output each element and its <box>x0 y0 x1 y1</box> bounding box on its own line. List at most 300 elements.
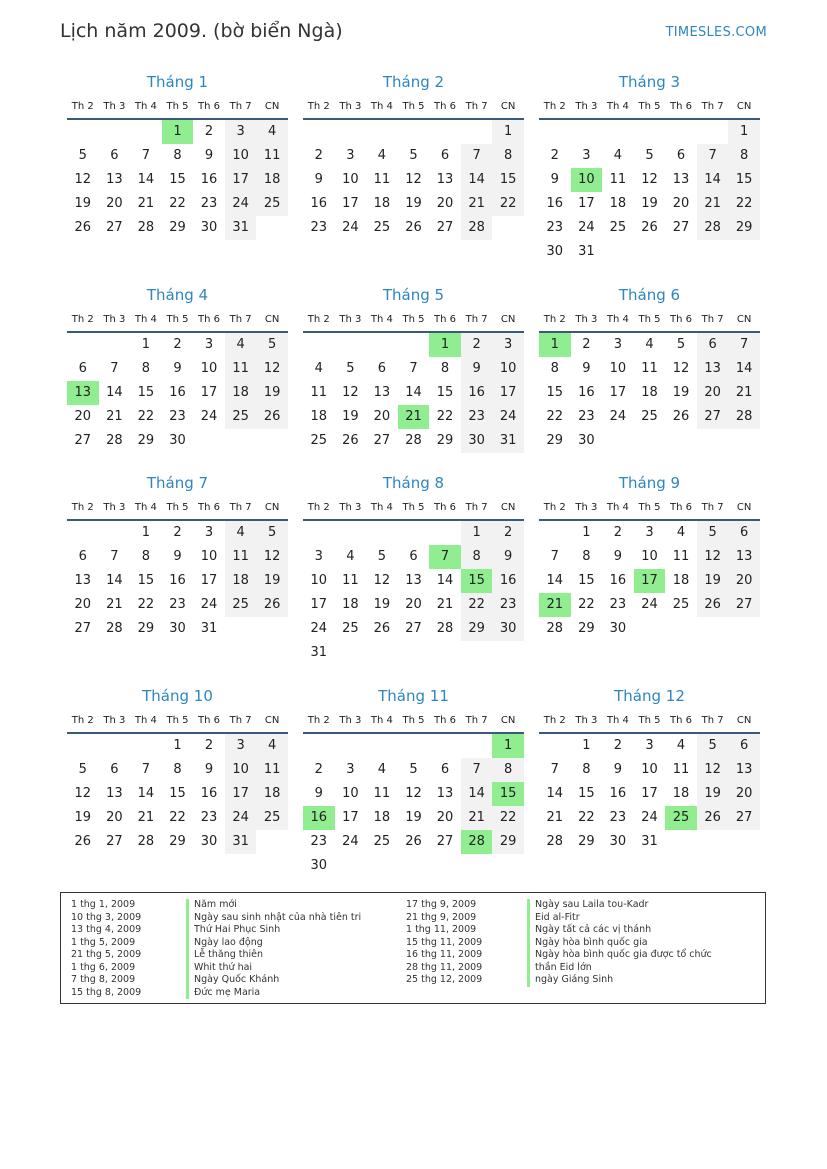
day-cell[interactable]: 3 <box>645 738 654 753</box>
day-cell[interactable]: 4 <box>256 120 288 144</box>
day-cell[interactable]: 8 <box>141 549 151 564</box>
day-cell[interactable]: 5 <box>256 333 288 357</box>
day-cell[interactable]: 19 <box>405 196 422 211</box>
site-logo-link[interactable]: TIMESLES.COM <box>665 25 767 40</box>
day-cell[interactable]: 5 <box>256 521 288 545</box>
day-cell[interactable]: 8 <box>173 148 182 163</box>
day-cell[interactable]: 8 <box>492 144 524 168</box>
day-cell[interactable]: 18 <box>672 573 690 588</box>
day-cell[interactable]: 3 <box>346 762 355 777</box>
day-cell[interactable]: 26 <box>641 220 658 235</box>
day-cell[interactable]: 5 <box>697 521 729 545</box>
day-cell[interactable]: 11 <box>310 385 328 400</box>
day-cell[interactable]: 9 <box>204 762 214 777</box>
day-cell[interactable]: 30 <box>609 621 627 636</box>
holiday-day-cell[interactable]: 17 <box>634 569 666 593</box>
day-cell[interactable]: 2 <box>582 337 591 352</box>
day-cell[interactable]: 11 <box>672 549 690 564</box>
day-cell[interactable]: 27 <box>106 220 123 235</box>
day-cell[interactable]: 31 <box>225 830 257 854</box>
day-cell[interactable]: 27 <box>74 433 92 448</box>
day-cell[interactable]: 1 <box>582 738 591 753</box>
day-cell[interactable]: 9 <box>492 545 524 569</box>
day-cell[interactable]: 7 <box>728 333 760 357</box>
day-cell[interactable]: 3 <box>346 148 355 163</box>
day-cell[interactable]: 1 <box>492 120 524 144</box>
day-cell[interactable]: 23 <box>310 834 328 849</box>
day-cell[interactable]: 22 <box>137 409 155 424</box>
day-cell[interactable]: 21 <box>137 196 155 211</box>
day-cell[interactable]: 24 <box>609 409 627 424</box>
day-cell[interactable]: 28 <box>546 621 564 636</box>
day-cell[interactable]: 3 <box>492 333 524 357</box>
day-cell[interactable]: 25 <box>342 621 359 636</box>
day-cell[interactable]: 28 <box>697 216 729 240</box>
day-cell[interactable]: 23 <box>546 220 564 235</box>
day-cell[interactable]: 5 <box>78 148 87 163</box>
day-cell[interactable]: 23 <box>169 409 186 424</box>
day-cell[interactable]: 15 <box>169 172 186 187</box>
day-cell[interactable]: 21 <box>546 810 564 825</box>
day-cell[interactable]: 30 <box>461 429 493 453</box>
day-cell[interactable]: 25 <box>609 220 627 235</box>
day-cell[interactable]: 5 <box>697 734 729 758</box>
holiday-day-cell[interactable]: 1 <box>162 120 194 144</box>
day-cell[interactable]: 26 <box>256 405 288 429</box>
day-cell[interactable]: 12 <box>697 545 729 569</box>
day-cell[interactable]: 30 <box>200 220 218 235</box>
day-cell[interactable]: 14 <box>546 786 564 801</box>
day-cell[interactable]: 11 <box>609 172 627 187</box>
holiday-day-cell[interactable]: 16 <box>303 806 335 830</box>
day-cell[interactable]: 6 <box>440 148 450 163</box>
day-cell[interactable]: 25 <box>373 834 391 849</box>
day-cell[interactable]: 26 <box>74 220 92 235</box>
day-cell[interactable]: 20 <box>728 569 760 593</box>
holiday-day-cell[interactable]: 21 <box>539 593 571 617</box>
day-cell[interactable]: 10 <box>342 786 359 801</box>
holiday-day-cell[interactable]: 1 <box>539 333 571 357</box>
holiday-day-cell[interactable]: 15 <box>461 569 493 593</box>
day-cell[interactable]: 28 <box>137 834 155 849</box>
day-cell[interactable]: 16 <box>310 196 328 211</box>
day-cell[interactable]: 19 <box>74 810 92 825</box>
day-cell[interactable]: 15 <box>137 573 155 588</box>
day-cell[interactable]: 17 <box>578 196 595 211</box>
day-cell[interactable]: 12 <box>405 786 422 801</box>
day-cell[interactable]: 16 <box>169 573 186 588</box>
day-cell[interactable]: 21 <box>697 192 729 216</box>
day-cell[interactable]: 6 <box>676 148 686 163</box>
day-cell[interactable]: 2 <box>550 148 559 163</box>
day-cell[interactable]: 10 <box>225 758 257 782</box>
day-cell[interactable]: 8 <box>728 144 760 168</box>
day-cell[interactable]: 28 <box>436 621 454 636</box>
day-cell[interactable]: 12 <box>74 172 92 187</box>
day-cell[interactable]: 10 <box>200 361 218 376</box>
day-cell[interactable]: 22 <box>137 597 155 612</box>
holiday-day-cell[interactable]: 7 <box>429 545 461 569</box>
day-cell[interactable]: 22 <box>169 810 186 825</box>
day-cell[interactable]: 24 <box>225 806 257 830</box>
day-cell[interactable]: 24 <box>492 405 524 429</box>
day-cell[interactable]: 29 <box>137 621 155 636</box>
day-cell[interactable]: 21 <box>137 810 155 825</box>
day-cell[interactable]: 6 <box>440 762 450 777</box>
day-cell[interactable]: 1 <box>582 525 591 540</box>
day-cell[interactable]: 26 <box>256 593 288 617</box>
day-cell[interactable]: 9 <box>314 172 323 187</box>
day-cell[interactable]: 5 <box>645 148 654 163</box>
day-cell[interactable]: 14 <box>697 168 729 192</box>
day-cell[interactable]: 21 <box>461 806 493 830</box>
day-cell[interactable]: 6 <box>728 734 760 758</box>
day-cell[interactable]: 6 <box>697 333 729 357</box>
day-cell[interactable]: 4 <box>676 525 686 540</box>
day-cell[interactable]: 7 <box>409 361 418 376</box>
day-cell[interactable]: 18 <box>373 810 391 825</box>
day-cell[interactable]: 14 <box>436 573 454 588</box>
day-cell[interactable]: 16 <box>609 786 627 801</box>
day-cell[interactable]: 15 <box>728 168 760 192</box>
day-cell[interactable]: 22 <box>578 597 595 612</box>
day-cell[interactable]: 4 <box>314 361 323 376</box>
day-cell[interactable]: 17 <box>200 385 218 400</box>
day-cell[interactable]: 15 <box>492 168 524 192</box>
day-cell[interactable]: 17 <box>225 168 257 192</box>
day-cell[interactable]: 3 <box>613 337 623 352</box>
day-cell[interactable]: 2 <box>204 124 214 139</box>
day-cell[interactable]: 16 <box>200 786 218 801</box>
day-cell[interactable]: 13 <box>672 172 690 187</box>
day-cell[interactable]: 23 <box>461 405 493 429</box>
day-cell[interactable]: 30 <box>492 617 524 641</box>
day-cell[interactable]: 18 <box>256 168 288 192</box>
day-cell[interactable]: 3 <box>645 525 654 540</box>
day-cell[interactable]: 5 <box>409 148 418 163</box>
day-cell[interactable]: 7 <box>697 144 729 168</box>
day-cell[interactable]: 9 <box>613 762 623 777</box>
day-cell[interactable]: 6 <box>110 148 119 163</box>
day-cell[interactable]: 13 <box>106 786 123 801</box>
day-cell[interactable]: 1 <box>141 337 151 352</box>
day-cell[interactable]: 17 <box>310 597 328 612</box>
day-cell[interactable]: 21 <box>106 409 123 424</box>
day-cell[interactable]: 12 <box>405 172 422 187</box>
day-cell[interactable]: 19 <box>641 196 658 211</box>
day-cell[interactable]: 14 <box>546 573 564 588</box>
day-cell[interactable]: 4 <box>645 337 654 352</box>
day-cell[interactable]: 30 <box>310 858 328 873</box>
day-cell[interactable]: 14 <box>728 357 760 381</box>
day-cell[interactable]: 27 <box>436 220 454 235</box>
day-cell[interactable]: 25 <box>225 593 257 617</box>
day-cell[interactable]: 16 <box>169 385 186 400</box>
day-cell[interactable]: 26 <box>74 834 92 849</box>
day-cell[interactable]: 27 <box>436 834 454 849</box>
day-cell[interactable]: 23 <box>169 597 186 612</box>
day-cell[interactable]: 15 <box>169 786 186 801</box>
day-cell[interactable]: 9 <box>173 549 182 564</box>
day-cell[interactable]: 11 <box>672 762 690 777</box>
day-cell[interactable]: 2 <box>314 762 323 777</box>
day-cell[interactable]: 23 <box>200 810 218 825</box>
day-cell[interactable]: 17 <box>342 196 359 211</box>
day-cell[interactable]: 7 <box>550 762 559 777</box>
day-cell[interactable]: 26 <box>373 621 391 636</box>
day-cell[interactable]: 7 <box>110 361 119 376</box>
day-cell[interactable]: 20 <box>697 381 729 405</box>
day-cell[interactable]: 28 <box>405 433 422 448</box>
day-cell[interactable]: 2 <box>173 525 182 540</box>
day-cell[interactable]: 28 <box>461 216 493 240</box>
day-cell[interactable]: 17 <box>641 786 658 801</box>
day-cell[interactable]: 29 <box>169 834 186 849</box>
day-cell[interactable]: 14 <box>106 573 123 588</box>
day-cell[interactable]: 16 <box>461 381 493 405</box>
day-cell[interactable]: 1 <box>728 120 760 144</box>
day-cell[interactable]: 24 <box>200 409 218 424</box>
day-cell[interactable]: 24 <box>310 621 328 636</box>
day-cell[interactable]: 31 <box>578 244 595 259</box>
day-cell[interactable]: 5 <box>676 337 686 352</box>
day-cell[interactable]: 23 <box>310 220 328 235</box>
day-cell[interactable]: 14 <box>106 385 123 400</box>
day-cell[interactable]: 24 <box>342 220 359 235</box>
day-cell[interactable]: 12 <box>342 385 359 400</box>
day-cell[interactable]: 14 <box>137 172 155 187</box>
day-cell[interactable]: 15 <box>137 385 155 400</box>
day-cell[interactable]: 2 <box>492 521 524 545</box>
day-cell[interactable]: 13 <box>436 786 454 801</box>
day-cell[interactable]: 9 <box>550 172 559 187</box>
holiday-day-cell[interactable]: 1 <box>429 333 461 357</box>
day-cell[interactable]: 4 <box>377 762 387 777</box>
day-cell[interactable]: 16 <box>492 569 524 593</box>
day-cell[interactable]: 20 <box>436 810 454 825</box>
day-cell[interactable]: 21 <box>436 597 454 612</box>
day-cell[interactable]: 9 <box>173 361 182 376</box>
day-cell[interactable]: 6 <box>78 361 87 376</box>
day-cell[interactable]: 20 <box>106 810 123 825</box>
day-cell[interactable]: 5 <box>346 361 355 376</box>
day-cell[interactable]: 11 <box>256 144 288 168</box>
day-cell[interactable]: 21 <box>106 597 123 612</box>
day-cell[interactable]: 18 <box>225 569 257 593</box>
day-cell[interactable]: 14 <box>137 786 155 801</box>
day-cell[interactable]: 7 <box>141 762 151 777</box>
day-cell[interactable]: 31 <box>200 621 218 636</box>
day-cell[interactable]: 12 <box>373 573 391 588</box>
day-cell[interactable]: 26 <box>405 834 422 849</box>
day-cell[interactable]: 26 <box>672 409 690 424</box>
day-cell[interactable]: 9 <box>582 361 591 376</box>
day-cell[interactable]: 28 <box>546 834 564 849</box>
day-cell[interactable]: 13 <box>405 573 422 588</box>
day-cell[interactable]: 20 <box>74 409 92 424</box>
day-cell[interactable]: 31 <box>310 645 328 660</box>
day-cell[interactable]: 13 <box>436 172 454 187</box>
day-cell[interactable]: 8 <box>461 545 493 569</box>
day-cell[interactable]: 20 <box>672 196 690 211</box>
day-cell[interactable]: 15 <box>546 385 564 400</box>
day-cell[interactable]: 19 <box>697 782 729 806</box>
day-cell[interactable]: 5 <box>78 762 87 777</box>
day-cell[interactable]: 24 <box>641 597 658 612</box>
day-cell[interactable]: 4 <box>225 521 257 545</box>
day-cell[interactable]: 2 <box>314 148 323 163</box>
day-cell[interactable]: 1 <box>461 521 493 545</box>
day-cell[interactable]: 31 <box>492 429 524 453</box>
day-cell[interactable]: 11 <box>342 573 359 588</box>
day-cell[interactable]: 13 <box>74 573 92 588</box>
day-cell[interactable]: 21 <box>461 192 493 216</box>
day-cell[interactable]: 29 <box>137 433 155 448</box>
day-cell[interactable]: 3 <box>582 148 591 163</box>
day-cell[interactable]: 19 <box>672 385 690 400</box>
day-cell[interactable]: 11 <box>256 758 288 782</box>
day-cell[interactable]: 25 <box>256 192 288 216</box>
day-cell[interactable]: 23 <box>578 409 595 424</box>
day-cell[interactable]: 18 <box>342 597 359 612</box>
day-cell[interactable]: 4 <box>676 738 686 753</box>
day-cell[interactable]: 28 <box>106 433 123 448</box>
day-cell[interactable]: 23 <box>492 593 524 617</box>
day-cell[interactable]: 4 <box>346 549 355 564</box>
day-cell[interactable]: 4 <box>256 734 288 758</box>
day-cell[interactable]: 9 <box>613 549 623 564</box>
day-cell[interactable]: 10 <box>609 361 627 376</box>
day-cell[interactable]: 11 <box>225 357 257 381</box>
day-cell[interactable]: 19 <box>256 381 288 405</box>
day-cell[interactable]: 27 <box>728 593 760 617</box>
day-cell[interactable]: 26 <box>405 220 422 235</box>
day-cell[interactable]: 3 <box>204 337 214 352</box>
day-cell[interactable]: 7 <box>141 148 151 163</box>
day-cell[interactable]: 18 <box>609 196 627 211</box>
day-cell[interactable]: 3 <box>225 120 257 144</box>
day-cell[interactable]: 10 <box>641 549 658 564</box>
day-cell[interactable]: 6 <box>78 549 87 564</box>
day-cell[interactable]: 25 <box>672 597 690 612</box>
day-cell[interactable]: 29 <box>169 220 186 235</box>
day-cell[interactable]: 19 <box>342 409 359 424</box>
day-cell[interactable]: 2 <box>613 738 623 753</box>
day-cell[interactable]: 13 <box>728 758 760 782</box>
day-cell[interactable]: 24 <box>578 220 595 235</box>
day-cell[interactable]: 6 <box>110 762 119 777</box>
day-cell[interactable]: 15 <box>436 385 454 400</box>
day-cell[interactable]: 19 <box>697 569 729 593</box>
day-cell[interactable]: 22 <box>169 196 186 211</box>
day-cell[interactable]: 23 <box>609 597 627 612</box>
day-cell[interactable]: 24 <box>641 810 658 825</box>
day-cell[interactable]: 22 <box>461 593 493 617</box>
holiday-day-cell[interactable]: 1 <box>492 734 524 758</box>
holiday-day-cell[interactable]: 21 <box>398 405 430 429</box>
day-cell[interactable]: 3 <box>314 549 323 564</box>
day-cell[interactable]: 12 <box>672 361 690 376</box>
day-cell[interactable]: 7 <box>110 549 119 564</box>
day-cell[interactable]: 23 <box>200 196 218 211</box>
day-cell[interactable]: 27 <box>697 405 729 429</box>
holiday-day-cell[interactable]: 25 <box>665 806 697 830</box>
day-cell[interactable]: 27 <box>373 433 391 448</box>
holiday-day-cell[interactable]: 10 <box>571 168 603 192</box>
day-cell[interactable]: 8 <box>173 762 182 777</box>
day-cell[interactable]: 13 <box>728 545 760 569</box>
day-cell[interactable]: 17 <box>225 782 257 806</box>
day-cell[interactable]: 16 <box>546 196 564 211</box>
day-cell[interactable]: 1 <box>173 738 182 753</box>
day-cell[interactable]: 20 <box>405 597 422 612</box>
day-cell[interactable]: 27 <box>672 220 690 235</box>
day-cell[interactable]: 17 <box>342 810 359 825</box>
day-cell[interactable]: 10 <box>200 549 218 564</box>
day-cell[interactable]: 4 <box>377 148 387 163</box>
day-cell[interactable]: 28 <box>137 220 155 235</box>
day-cell[interactable]: 12 <box>256 357 288 381</box>
day-cell[interactable]: 26 <box>697 806 729 830</box>
day-cell[interactable]: 16 <box>200 172 218 187</box>
day-cell[interactable]: 16 <box>578 385 595 400</box>
day-cell[interactable]: 11 <box>373 172 391 187</box>
day-cell[interactable]: 29 <box>461 617 493 641</box>
day-cell[interactable]: 4 <box>613 148 623 163</box>
day-cell[interactable]: 10 <box>225 144 257 168</box>
day-cell[interactable]: 12 <box>256 545 288 569</box>
day-cell[interactable]: 31 <box>641 834 658 849</box>
day-cell[interactable]: 11 <box>373 786 391 801</box>
day-cell[interactable]: 18 <box>672 786 690 801</box>
day-cell[interactable]: 25 <box>225 405 257 429</box>
day-cell[interactable]: 26 <box>697 593 729 617</box>
day-cell[interactable]: 24 <box>342 834 359 849</box>
day-cell[interactable]: 10 <box>342 172 359 187</box>
day-cell[interactable]: 29 <box>436 433 454 448</box>
day-cell[interactable]: 29 <box>578 834 595 849</box>
day-cell[interactable]: 5 <box>409 762 418 777</box>
day-cell[interactable]: 18 <box>641 385 658 400</box>
day-cell[interactable]: 22 <box>492 806 524 830</box>
day-cell[interactable]: 23 <box>609 810 627 825</box>
day-cell[interactable]: 8 <box>582 549 591 564</box>
day-cell[interactable]: 15 <box>578 573 595 588</box>
day-cell[interactable]: 27 <box>405 621 422 636</box>
day-cell[interactable]: 20 <box>106 196 123 211</box>
day-cell[interactable]: 10 <box>492 357 524 381</box>
day-cell[interactable]: 25 <box>256 806 288 830</box>
day-cell[interactable]: 18 <box>225 381 257 405</box>
day-cell[interactable]: 13 <box>106 172 123 187</box>
day-cell[interactable]: 20 <box>728 782 760 806</box>
day-cell[interactable]: 27 <box>74 621 92 636</box>
day-cell[interactable]: 25 <box>373 220 391 235</box>
day-cell[interactable]: 11 <box>225 545 257 569</box>
day-cell[interactable]: 30 <box>578 433 595 448</box>
day-cell[interactable]: 8 <box>550 361 559 376</box>
day-cell[interactable]: 27 <box>106 834 123 849</box>
day-cell[interactable]: 19 <box>405 810 422 825</box>
day-cell[interactable]: 21 <box>728 381 760 405</box>
day-cell[interactable]: 10 <box>310 573 328 588</box>
day-cell[interactable]: 30 <box>546 244 564 259</box>
day-cell[interactable]: 27 <box>728 806 760 830</box>
day-cell[interactable]: 4 <box>225 333 257 357</box>
day-cell[interactable]: 20 <box>436 196 454 211</box>
day-cell[interactable]: 30 <box>169 621 186 636</box>
day-cell[interactable]: 14 <box>461 782 493 806</box>
